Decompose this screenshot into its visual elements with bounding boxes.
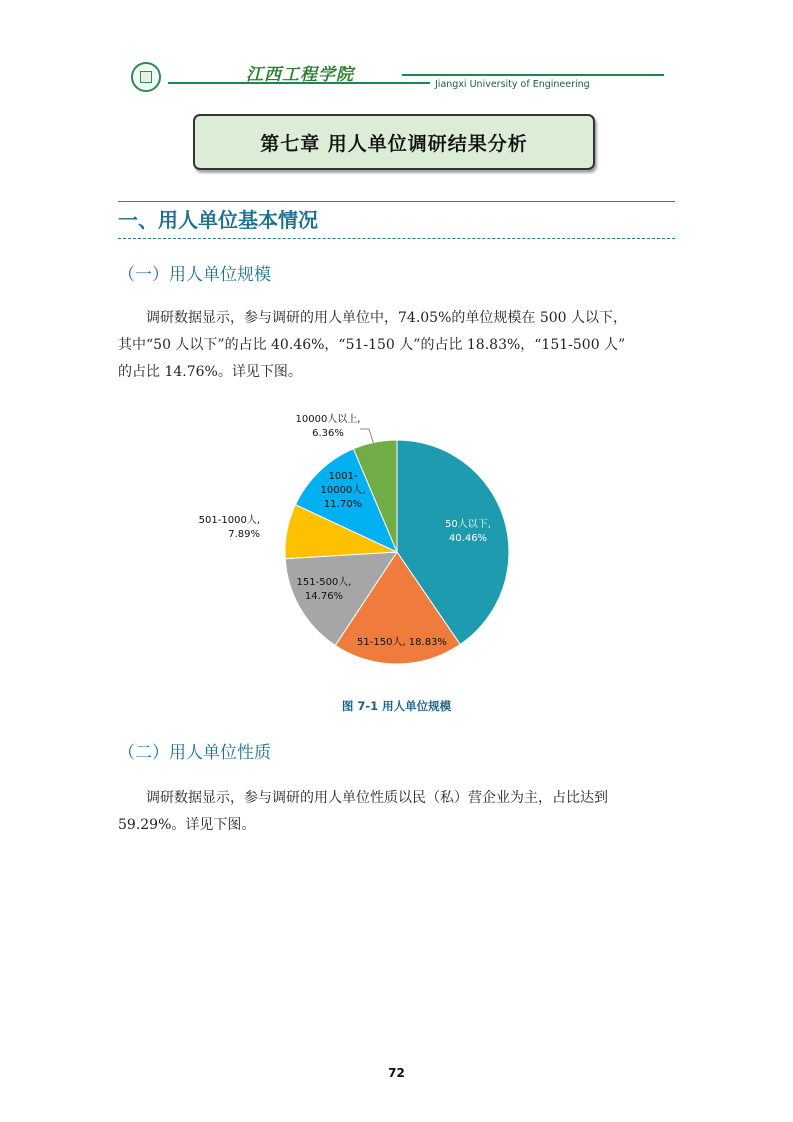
figure-caption: 图 7-1 用人单位规模 [341, 699, 452, 713]
pie-chart-employer-scale [198, 405, 560, 685]
pie-data-label: 50人以下, 40.46% [445, 519, 491, 544]
section-rule-top [118, 201, 675, 202]
section-rule-bottom [118, 238, 675, 239]
paragraph-line: 调研数据显示，参与调研的用人单位性质以民（私）营企业为主，占比达到 [146, 790, 608, 806]
section-title: 一、用人单位基本情况 [118, 208, 318, 232]
pie-data-label: 151-500人, 14.76% [296, 577, 352, 602]
header-rule-right [402, 74, 664, 76]
header-school-name-en: Jiangxi University of Engineering [435, 79, 590, 90]
school-logo [131, 62, 161, 92]
pie-data-label: 51-150人, 18.83% [357, 637, 447, 648]
pie-data-label: 501-1000人, 7.89% [198, 515, 260, 540]
chapter-title: 第七章 用人单位调研结果分析 [260, 132, 528, 155]
subsection-title-scale: （一）用人单位规模 [118, 265, 271, 285]
header-school-name: 江西工程学院 [246, 65, 354, 85]
paragraph-scale [118, 305, 678, 386]
chapter-title-box [193, 114, 595, 170]
pie-data-label: 10000人以上, 6.36% [295, 414, 361, 439]
subsection-title-nature: （二）用人单位性质 [118, 743, 271, 763]
paragraph-nature [118, 785, 678, 839]
page-number: 72 [388, 1066, 405, 1080]
paragraph-line: 调研数据显示，参与调研的用人单位中，74.05%的单位规模在 500 人以下， [146, 310, 628, 326]
paragraph-line: 的占比 14.76%。详见下图。 [118, 364, 302, 380]
paragraph-line: 59.29%。详见下图。 [118, 817, 256, 833]
paragraph-line: 其中“50 人以下”的占比 40.46%，“51-150 人”的占比 18.83%，“151-500 人” [118, 337, 626, 353]
pie-data-label: 1001-10000人, 11.70% [320, 471, 366, 510]
header-rule-left [168, 82, 430, 84]
